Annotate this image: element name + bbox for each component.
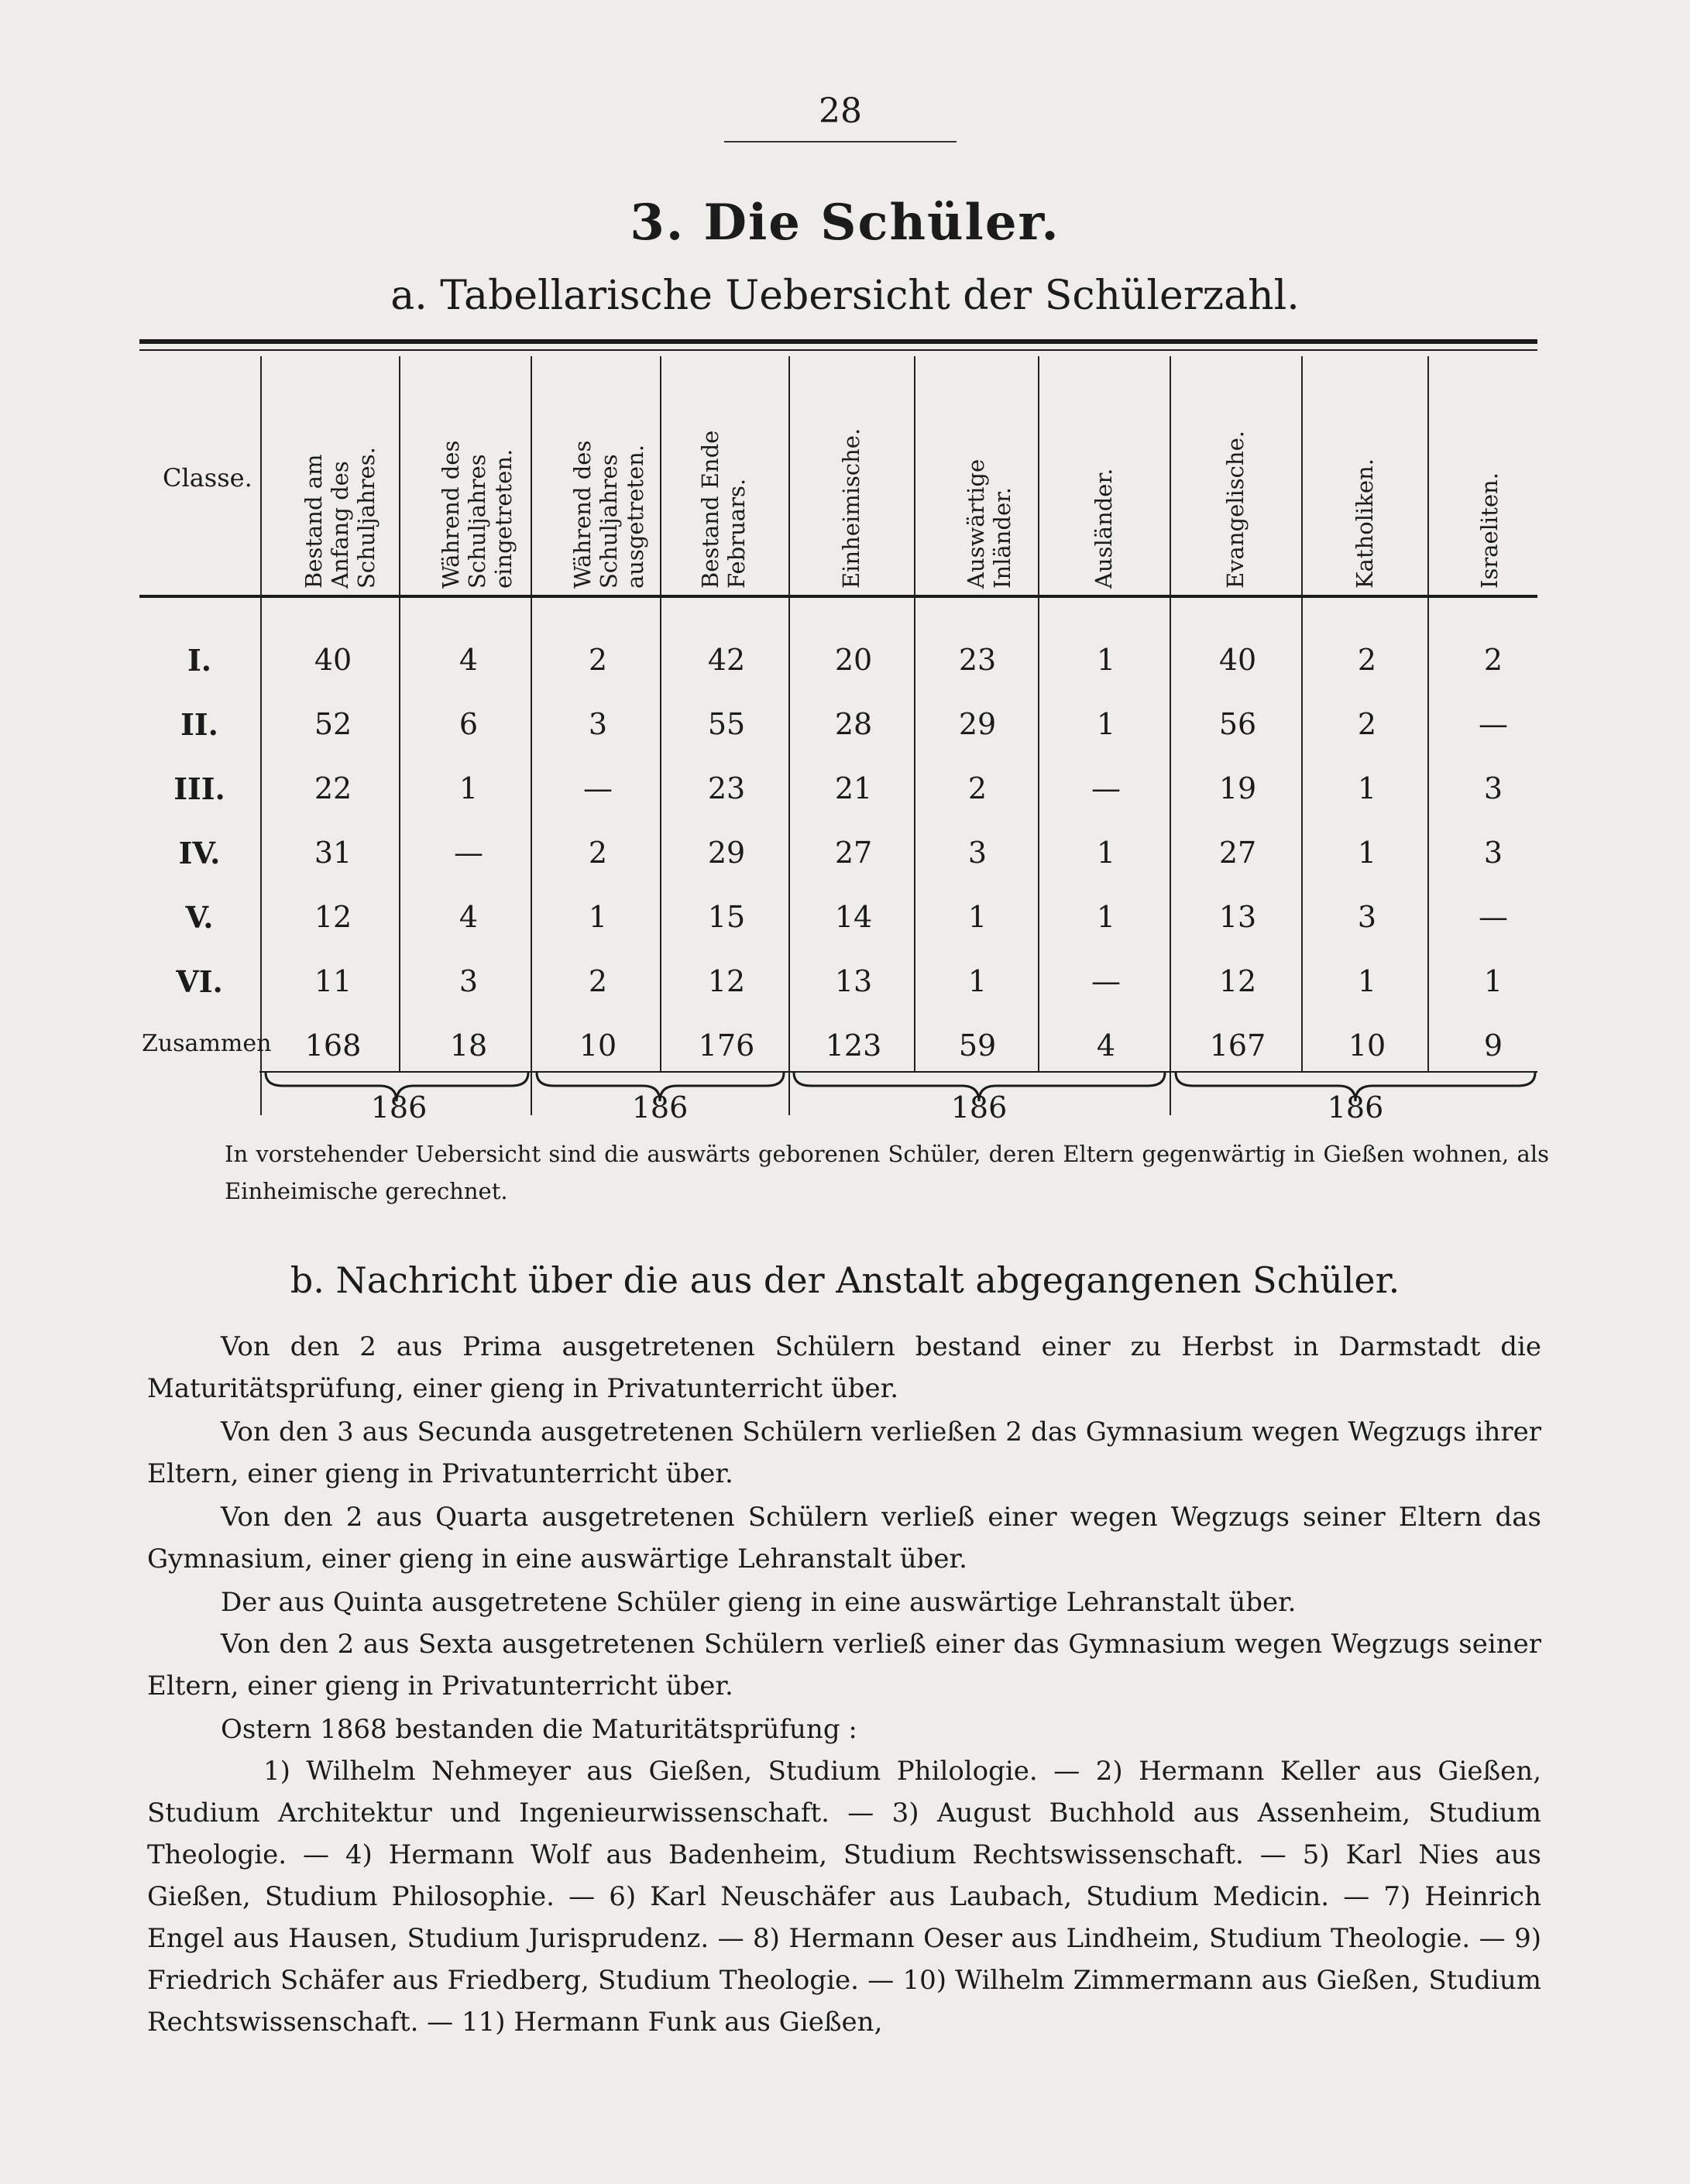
- row-label: VI.: [176, 964, 223, 999]
- table-cell: 14: [834, 900, 873, 934]
- table-cell: —: [1479, 900, 1508, 934]
- column-header: Einheimische.: [838, 428, 864, 589]
- table-cell: 28: [834, 707, 873, 741]
- column-header: Evangelische.: [1222, 431, 1249, 589]
- table-cell: 2: [1357, 707, 1377, 741]
- total-cell: 4: [1096, 1028, 1116, 1063]
- total-cell: 176: [698, 1028, 755, 1063]
- column-header: Während des Schuljahres eingetreten.: [438, 440, 517, 589]
- column-separator: [1301, 356, 1303, 1073]
- table-header-rule: [139, 595, 1537, 598]
- total-cell: 10: [1348, 1028, 1386, 1063]
- table-cell: 1: [459, 771, 479, 805]
- column-separator: [788, 356, 790, 1115]
- table-cell: 12: [314, 900, 352, 934]
- table-cell: 12: [1218, 964, 1257, 998]
- row-label: II.: [180, 707, 218, 742]
- column-separator: [1427, 356, 1429, 1073]
- table-cell: —: [454, 836, 483, 870]
- paragraph: Von den 2 aus Prima ausgetretenen Schülern bestand einer zu Herbst in Darmstadt die Maturitätsprüfung, einer gieng in Privatunterricht über.: [147, 1331, 1541, 1404]
- total-cell: 167: [1209, 1028, 1266, 1063]
- table-cell: 3: [459, 964, 479, 998]
- column-separator: [531, 356, 532, 1115]
- brace-sum: 186: [370, 1090, 428, 1125]
- row-label: V.: [185, 900, 214, 935]
- table-top-rule-thin: [139, 349, 1537, 351]
- table-cell: 23: [958, 643, 997, 677]
- table-cell: 40: [1218, 643, 1257, 677]
- table-cell: 4: [459, 900, 479, 934]
- table-cell: —: [1091, 964, 1121, 998]
- table-cell: 23: [707, 771, 746, 805]
- table-cell: 11: [314, 964, 352, 998]
- column-separator: [399, 356, 400, 1073]
- class-column-header: Classe.: [163, 463, 252, 493]
- table-cell: 13: [834, 964, 873, 998]
- column-header: Katholiken.: [1352, 458, 1378, 589]
- table-cell: 1: [967, 964, 988, 998]
- paragraph: Der aus Quinta ausgetretene Schüler gieng in eine auswärtige Lehranstalt über.: [221, 1587, 1297, 1618]
- row-label: I.: [187, 643, 211, 678]
- table-cell: 29: [707, 836, 746, 870]
- table-cell: 27: [834, 836, 873, 870]
- table-cell: 1: [1357, 964, 1377, 998]
- table-cell: 1: [1096, 643, 1116, 677]
- subsection-b-title: b. Nachricht über die aus der Anstalt abgegangenen Schüler.: [290, 1259, 1400, 1301]
- section-title: 3. Die Schüler.: [630, 194, 1060, 252]
- column-header: Bestand am Anfang des Schuljahres.: [301, 447, 380, 589]
- table-cell: 13: [1218, 900, 1257, 934]
- column-header: Ausländer.: [1091, 468, 1117, 589]
- table-cell: 1: [1357, 836, 1377, 870]
- total-cell: 9: [1483, 1028, 1503, 1063]
- column-header: Während des Schuljahres ausgetreten.: [569, 440, 648, 589]
- table-cell: 42: [707, 643, 746, 677]
- table-cell: 2: [1357, 643, 1377, 677]
- paragraph: Von den 2 aus Sexta ausgetretenen Schülern verließ einer das Gymnasium wegen Wegzugs seiner Eltern, einer gieng in Privatunterricht über.: [147, 1629, 1541, 1702]
- table-cell: 31: [314, 836, 352, 870]
- table-cell: 3: [1357, 900, 1377, 934]
- brace-sum: 186: [1327, 1090, 1384, 1125]
- table-cell: 2: [967, 771, 988, 805]
- table-cell: 2: [588, 643, 608, 677]
- table-cell: 22: [314, 771, 352, 805]
- total-cell: 10: [579, 1028, 617, 1063]
- table-cell: 3: [967, 836, 988, 870]
- table-cell: 1: [1096, 707, 1116, 741]
- table-cell: 1: [1096, 900, 1116, 934]
- total-cell: 123: [825, 1028, 882, 1063]
- table-cell: 52: [314, 707, 352, 741]
- table-cell: 1: [1483, 964, 1503, 998]
- table-cell: 3: [1483, 771, 1503, 805]
- table-cell: 56: [1218, 707, 1257, 741]
- column-header: Auswärtige Inländer.: [963, 458, 1015, 589]
- paragraph: Von den 2 aus Quarta ausgetretenen Schülern verließ einer wegen Wegzugs seiner Eltern das Gymnasium, einer gieng in eine auswärtige Lehranstalt über.: [147, 1502, 1541, 1574]
- table-cell: 19: [1218, 771, 1257, 805]
- column-header: Bestand Ende Februars.: [697, 430, 750, 589]
- paragraph: Ostern 1868 bestanden die Maturitätsprüfung :: [221, 1714, 857, 1745]
- page-number-rule: [724, 141, 957, 143]
- table-cell: 15: [707, 900, 746, 934]
- table-cell: 1: [1096, 836, 1116, 870]
- table-cell: —: [1479, 707, 1508, 741]
- total-cell: 18: [449, 1028, 488, 1063]
- table-cell: 2: [1483, 643, 1503, 677]
- table-cell: 21: [834, 771, 873, 805]
- table-cell: 29: [958, 707, 997, 741]
- page-number: 28: [819, 91, 862, 131]
- column-separator: [1170, 356, 1171, 1115]
- table-cell: 55: [707, 707, 746, 741]
- table-cell: —: [583, 771, 613, 805]
- brace-sum: 186: [631, 1090, 689, 1125]
- subsection-a-title: a. Tabellarische Uebersicht der Schülerzahl.: [390, 273, 1300, 319]
- total-cell: 59: [958, 1028, 997, 1063]
- column-separator: [260, 356, 262, 1115]
- table-cell: 40: [314, 643, 352, 677]
- table-cell: 2: [588, 836, 608, 870]
- table-cell: 4: [459, 643, 479, 677]
- column-separator: [914, 356, 915, 1073]
- table-cell: 12: [707, 964, 746, 998]
- column-separator: [1038, 356, 1039, 1073]
- table-cell: 6: [459, 707, 479, 741]
- column-separator: [660, 356, 661, 1073]
- total-cell: 168: [304, 1028, 362, 1063]
- table-footnote: In vorstehender Uebersicht sind die auswärts geborenen Schüler, deren Eltern gegenwärtig in Gießen wohnen, als Einheimische gerechnet.: [225, 1141, 1549, 1204]
- paragraph: Von den 3 aus Secunda ausgetretenen Schülern verließen 2 das Gymnasium wegen Wegzugs ihrer Eltern, einer gieng in Privatunterricht über.: [147, 1417, 1541, 1489]
- paragraph: 1) Wilhelm Nehmeyer aus Gießen, Studium Philologie. — 2) Hermann Keller aus Gießen, Studium Architektur und Ingenieurwissenschaft. — 3) August Buchhold aus Assenheim, Studium Theologie. — 4) Hermann Wolf aus Badenheim, Studium Rechtswissenschaft. — 5) Karl Nies aus Gießen, Studium Philosophie. — 6) Karl Neuschäfer aus Laubach, Studium Medicin. — 7) Heinrich Engel aus Hausen, Studium Jurisprudenz. — 8) Hermann Oeser aus Lindheim, Studium Theologie. — 9) Friedrich Schäfer aus Friedberg, Studium Theologie. — 10) Wilhelm Zimmermann aus Gießen, Studium Rechtswissenschaft. — 11) Hermann Funk aus Gießen,: [147, 1756, 1541, 2038]
- table-cell: 1: [967, 900, 988, 934]
- table-cell: 3: [588, 707, 608, 741]
- table-cell: 20: [834, 643, 873, 677]
- row-label: IV.: [178, 836, 221, 871]
- total-row-label: Zusammen: [142, 1030, 272, 1057]
- table-top-rule-thick: [139, 339, 1537, 344]
- column-header: Israeliten.: [1476, 472, 1503, 589]
- brace-sum: 186: [950, 1090, 1008, 1125]
- table-cell: 1: [588, 900, 608, 934]
- table-cell: —: [1091, 771, 1121, 805]
- table-cell: 2: [588, 964, 608, 998]
- table-cell: 3: [1483, 836, 1503, 870]
- table-cell: 1: [1357, 771, 1377, 805]
- row-label: III.: [173, 771, 225, 806]
- table-cell: 27: [1218, 836, 1257, 870]
